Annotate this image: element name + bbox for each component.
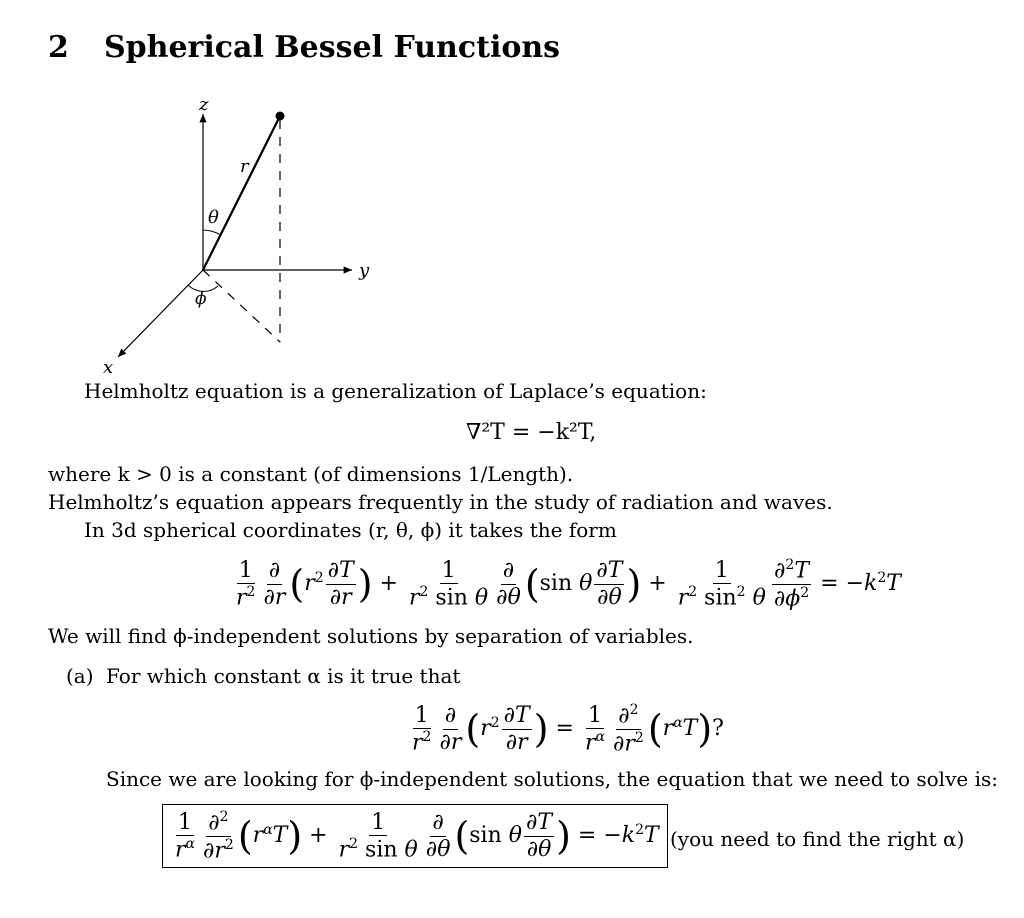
- x-axis: [118, 270, 203, 357]
- radial-identity-equation: $\frac{1}{r^2}$ $\frac{\partial}{\partial r}$ ($r^2$ $\frac{\partial T}{\partial r}$ ) = $\frac{1}{r^\alpha}$ $\frac{\partial^2}{\partial r^2}$ $(r^\alpha T)$?: [412, 702, 724, 756]
- spherical-text: In 3d spherical coordinates (r, θ, ϕ) it takes the form: [84, 518, 617, 542]
- boxed-equation: $\frac{1}{r^\alpha}$ $\frac{\partial^2}{\partial r^2}$ $(r^\alpha T)$ + $\frac{1}{r^2 \sin \theta}$ $\frac{\partial}{\partial\theta}$ (sin θ $\frac{\partial T}{\partial\theta}$ ) = $-k^2T$: [162, 804, 668, 868]
- point-marker: [276, 112, 285, 121]
- since-text: Since we are looking for ϕ-independent solutions, the equation that we need to solve is:: [106, 767, 998, 791]
- separation-text: We will find ϕ-independent solutions by separation of variables.: [48, 624, 694, 648]
- theta-label: θ: [208, 207, 219, 228]
- projection-plane-dashed: [203, 270, 280, 342]
- y-label: y: [359, 260, 370, 281]
- z-label: z: [199, 94, 209, 115]
- spherical-coordinates-diagram: [100, 90, 400, 380]
- x-label: x: [103, 357, 114, 378]
- helmholtz-equation: ∇²T = −k²T,: [466, 420, 597, 445]
- section-heading: [48, 30, 560, 65]
- section-title: Spherical Bessel Functions: [104, 30, 561, 65]
- spherical-helmholtz-equation: $\frac{1}{r^2}$ $\frac{\partial}{\partial r}$ ($r^2$ $\frac{\partial T}{\partial r}$ ) + $\frac{1}{r^2 \sin \theta}$ $\frac{\partial}{\partial\theta}$ (sin θ $\frac{\partial T}{\partial\theta}$ ) + $\frac{1}{r^2 \sin^2 \theta}$ $\frac{\partial^2T}{\partial\phi^2}$ = $-k^2T$: [236, 557, 901, 611]
- alpha-hint: (you need to find the right α): [670, 827, 965, 851]
- theta-arc: [203, 230, 221, 235]
- constant-text: where k > 0 is a constant (of dimensions 1/Length).: [48, 462, 574, 486]
- phi-label: ϕ: [195, 289, 207, 309]
- part-a-question: For which constant α is it true that: [106, 664, 461, 688]
- intro-text: Helmholtz equation is a generalization of Laplace’s equation:: [84, 379, 707, 403]
- section-number: 2: [48, 30, 69, 65]
- r-label: r: [240, 156, 249, 177]
- radius-vector: [203, 116, 280, 270]
- part-a-label: (a): [66, 664, 94, 688]
- radiation-text: Helmholtz’s equation appears frequently in the study of radiation and waves.: [48, 490, 833, 514]
